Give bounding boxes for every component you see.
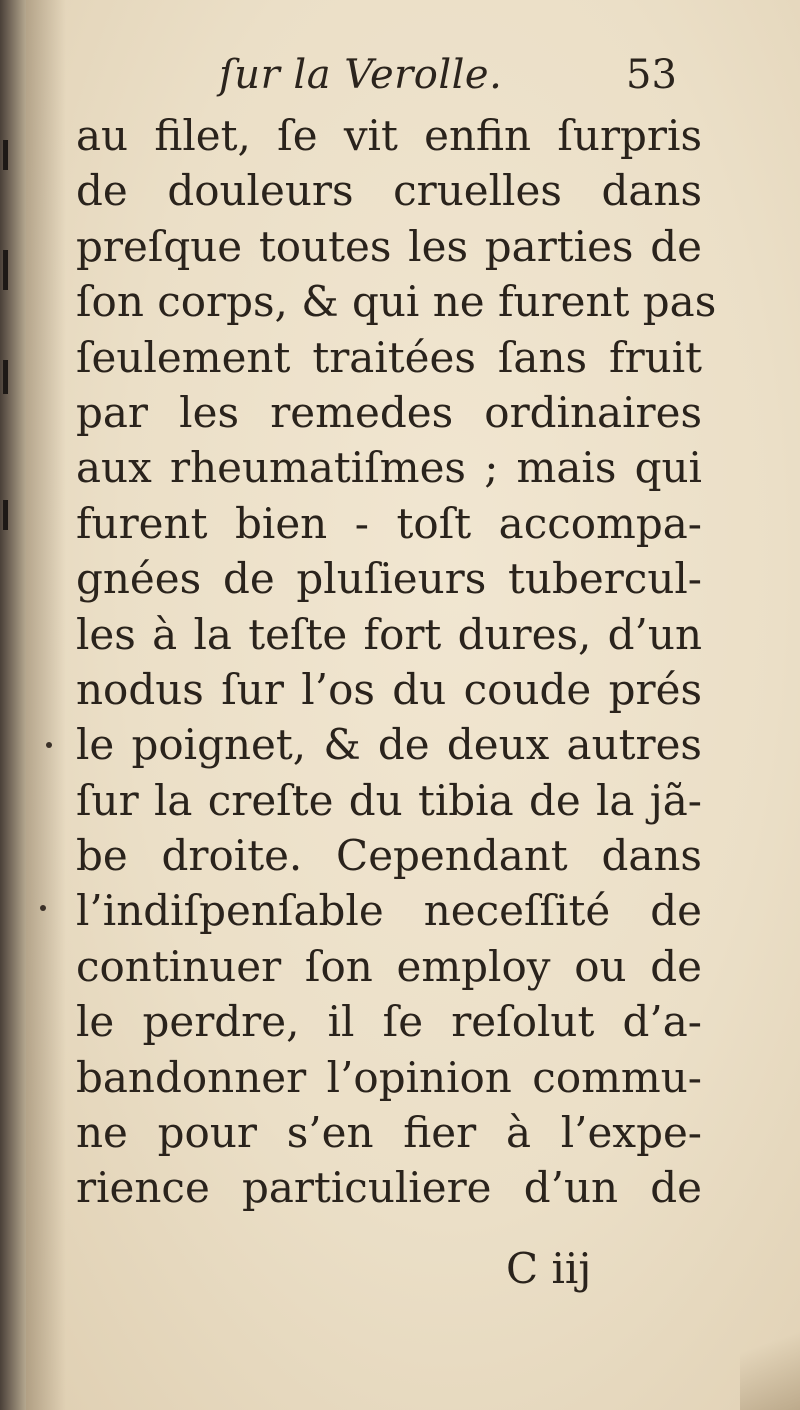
text-line: nodus ſur l’os du coude prés	[76, 664, 702, 714]
text-line: au filet, ſe vit enfin ſurpris	[76, 111, 702, 160]
text-line: gnées de pluſieurs tubercul-	[76, 554, 702, 604]
text-line: par les remedes ordinaires	[76, 387, 702, 437]
running-title: ſur la Verolle.	[219, 52, 503, 98]
spine-mark	[3, 250, 8, 290]
text-line: ſeulement traitées ſans fruit	[76, 332, 702, 382]
text-line: ſon corps, & qui ne furent pas	[76, 277, 717, 327]
text-line: rience particuliere d’un de	[76, 1163, 702, 1213]
page-header	[26, 52, 800, 112]
text-line: ſur la creſte du tibia de la jã-	[76, 775, 702, 825]
text-line: bandonner l’opinion commu-	[76, 1052, 702, 1102]
spine-mark	[3, 500, 8, 530]
text-line: le poignet, & de deux autres	[76, 720, 702, 770]
page-corner	[740, 1300, 800, 1410]
spine-mark	[3, 360, 8, 394]
text-line: preſque toutes les parties de	[76, 221, 702, 271]
book-spine-edge	[0, 0, 26, 1410]
margin-speck	[46, 742, 52, 748]
margin-speck	[40, 905, 46, 911]
signature-mark: C iij	[506, 1244, 592, 1293]
text-line: aux rheumatiſmes ; mais qui	[76, 443, 702, 493]
text-line: l’indiſpenſable neceſſité de	[76, 886, 702, 936]
text-line: le perdre, il ſe reſolut d’a-	[76, 997, 702, 1047]
gutter-shadow	[26, 0, 66, 1410]
text-line: furent bien - toſt accompa-	[76, 498, 702, 548]
book-page	[26, 0, 800, 1410]
text-line: be droite. Cependant dans	[76, 831, 702, 881]
text-line: les à la teſte fort dures, d’un	[76, 609, 702, 659]
text-line: de douleurs cruelles dans	[76, 166, 702, 216]
body-text	[76, 108, 717, 1216]
text-line: ne pour s’en fier à l’expe-	[76, 1108, 702, 1158]
spine-mark	[3, 140, 8, 170]
page-number: 53	[626, 52, 677, 98]
text-line: continuer ſon employ ou de	[76, 941, 702, 991]
